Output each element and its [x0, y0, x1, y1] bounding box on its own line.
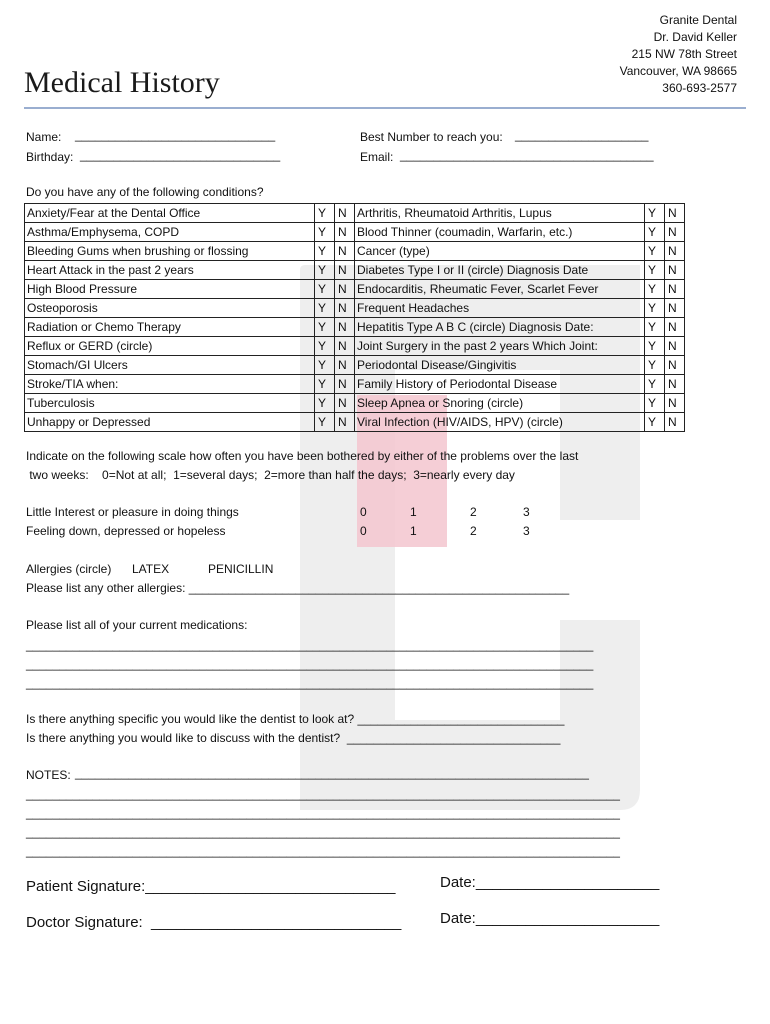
yes-option[interactable]: Y [645, 318, 665, 337]
name-label: Name: [26, 130, 62, 144]
condition-row [25, 337, 685, 356]
condition-row [25, 299, 685, 318]
yes-option[interactable]: Y [315, 413, 335, 432]
condition-left-label: Radiation or Chemo Therapy [25, 318, 315, 337]
condition-row [25, 223, 685, 242]
no-option[interactable]: N [665, 204, 685, 223]
scale-option[interactable]: 1 [410, 505, 417, 519]
no-option[interactable]: N [335, 280, 355, 299]
no-option[interactable]: N [335, 394, 355, 413]
medications-label: Please list all of your current medications: [26, 618, 248, 632]
condition-row [25, 280, 685, 299]
yes-option[interactable]: Y [315, 223, 335, 242]
email-field[interactable]: ______________________________________ [400, 148, 654, 162]
doctor-name: Dr. David Keller [653, 30, 737, 44]
yes-option[interactable]: Y [645, 356, 665, 375]
yes-option[interactable]: Y [315, 299, 335, 318]
notes-line[interactable]: _____________________________________________________________________________ [75, 766, 589, 780]
condition-row [25, 242, 685, 261]
yes-option[interactable]: Y [315, 394, 335, 413]
email-label: Email: [360, 150, 394, 164]
condition-right-label: Arthritis, Rheumatoid Arthritis, Lupus [355, 204, 645, 223]
practice-name: Granite Dental [659, 13, 737, 27]
scale-option[interactable]: 2 [470, 505, 477, 519]
condition-left-label: Unhappy or Depressed [25, 413, 315, 432]
no-option[interactable]: N [335, 337, 355, 356]
no-option[interactable]: N [335, 413, 355, 432]
condition-row [25, 375, 685, 394]
yes-option[interactable]: Y [315, 356, 335, 375]
yes-option[interactable]: Y [645, 223, 665, 242]
yes-option[interactable]: Y [645, 413, 665, 432]
yes-option[interactable]: Y [645, 280, 665, 299]
yes-option[interactable]: Y [315, 204, 335, 223]
yes-option[interactable]: Y [315, 337, 335, 356]
yes-option[interactable]: Y [315, 242, 335, 261]
title-divider [24, 107, 746, 109]
allergy-latex[interactable]: LATEX [132, 562, 170, 576]
condition-right-label: Viral Infection (HIV/AIDS, HPV) (circle) [355, 413, 645, 432]
practice-street: 215 NW 78th Street [631, 47, 737, 61]
yes-option[interactable]: Y [315, 261, 335, 280]
yes-option[interactable]: Y [645, 261, 665, 280]
scale-option[interactable]: 0 [360, 524, 367, 538]
yes-option[interactable]: Y [645, 299, 665, 318]
best-number-field[interactable]: ____________________ [515, 128, 649, 142]
scale-intro-line2: two weeks: 0=Not at all; 1=several days; 2=more than half the days; 3=nearly every day [26, 468, 515, 482]
condition-row [25, 394, 685, 413]
notes-line[interactable]: _________________________________________________________________________________________ [26, 825, 620, 839]
condition-left-label: Reflux or GERD (circle) [25, 337, 315, 356]
yes-option[interactable]: Y [315, 280, 335, 299]
yes-option[interactable]: Y [645, 242, 665, 261]
no-option[interactable]: N [665, 280, 685, 299]
no-option[interactable]: N [665, 242, 685, 261]
condition-left-label: Asthma/Emphysema, COPD [25, 223, 315, 242]
condition-right-label: Cancer (type) [355, 242, 645, 261]
patient-signature-field[interactable]: Patient Signature:______________________________ [26, 878, 396, 895]
no-option[interactable]: N [335, 299, 355, 318]
question-look-at[interactable]: Is there anything specific you would like the dentist to look at? _______________________________ [26, 712, 565, 726]
yes-option[interactable]: Y [315, 375, 335, 394]
yes-option[interactable]: Y [645, 337, 665, 356]
page-title: Medical History [24, 66, 220, 99]
scale-option[interactable]: 2 [470, 524, 477, 538]
scale-option[interactable]: 3 [523, 524, 530, 538]
condition-right-label: Blood Thinner (coumadin, Warfarin, etc.) [355, 223, 645, 242]
condition-right-label: Sleep Apnea or Snoring (circle) [355, 394, 645, 413]
condition-left-label: Stroke/TIA when: [25, 375, 315, 394]
other-allergies-field[interactable]: Please list any other allergies: _________________________________________________________ [26, 581, 570, 595]
condition-left-label: Anxiety/Fear at the Dental Office [25, 204, 315, 223]
no-option[interactable]: N [335, 375, 355, 394]
scale-item-label: Feeling down, depressed or hopeless [26, 524, 226, 538]
medications-line[interactable]: _____________________________________________________________________________________ [26, 638, 594, 652]
condition-right-label: Frequent Headaches [355, 299, 645, 318]
no-option[interactable]: N [665, 356, 685, 375]
scale-option[interactable]: 1 [410, 524, 417, 538]
notes-line[interactable]: _________________________________________________________________________________________ [26, 806, 620, 820]
no-option[interactable]: N [335, 356, 355, 375]
yes-option[interactable]: Y [645, 394, 665, 413]
practice-phone: 360-693-2577 [662, 81, 737, 95]
no-option[interactable]: N [665, 375, 685, 394]
yes-option[interactable]: Y [645, 375, 665, 394]
birthday-field[interactable]: ______________________________ [80, 148, 281, 162]
no-option[interactable]: N [335, 318, 355, 337]
medications-line[interactable]: _____________________________________________________________________________________ [26, 676, 594, 690]
conditions-question: Do you have any of the following conditions? [26, 185, 264, 199]
condition-left-label: Bleeding Gums when brushing or flossing [25, 242, 315, 261]
condition-right-label: Family History of Periodontal Disease [355, 375, 645, 394]
no-option[interactable]: N [665, 337, 685, 356]
no-option[interactable]: N [335, 242, 355, 261]
scale-intro-line1: Indicate on the following scale how often you have been bothered by either of the problems over the last [26, 449, 579, 463]
condition-left-label: Osteoporosis [25, 299, 315, 318]
patient-date-field[interactable]: Date:______________________ [440, 874, 660, 891]
allergies-label: Allergies (circle) [26, 562, 112, 576]
no-option[interactable]: N [335, 261, 355, 280]
best-number-label: Best Number to reach you: [360, 130, 503, 144]
conditions-table [24, 203, 685, 432]
scale-option[interactable]: 0 [360, 505, 367, 519]
no-option[interactable]: N [335, 223, 355, 242]
condition-right-label: Hepatitis Type A B C (circle) Diagnosis Date: [355, 318, 645, 337]
name-field[interactable]: ______________________________ [75, 128, 276, 142]
condition-left-label: Stomach/GI Ulcers [25, 356, 315, 375]
condition-row [25, 261, 685, 280]
condition-row [25, 318, 685, 337]
yes-option[interactable]: Y [315, 318, 335, 337]
no-option[interactable]: N [335, 204, 355, 223]
scale-item-label: Little Interest or pleasure in doing things [26, 505, 239, 519]
medications-line[interactable]: _____________________________________________________________________________________ [26, 657, 594, 671]
question-discuss[interactable]: Is there anything you would like to discuss with the dentist? ________________________________ [26, 731, 561, 745]
allergy-penicillin[interactable]: PENICILLIN [208, 562, 274, 576]
condition-left-label: High Blood Pressure [25, 280, 315, 299]
birthday-label: Birthday: [26, 150, 74, 164]
notes-label: NOTES: [26, 768, 75, 782]
condition-left-label: Heart Attack in the past 2 years [25, 261, 315, 280]
condition-right-label: Endocarditis, Rheumatic Fever, Scarlet Fever [355, 280, 645, 299]
no-option[interactable]: N [665, 223, 685, 242]
condition-right-label: Joint Surgery in the past 2 years Which Joint: [355, 337, 645, 356]
doctor-signature-field[interactable]: Doctor Signature: ______________________________ [26, 914, 402, 931]
condition-row [25, 413, 685, 432]
condition-row [25, 204, 685, 223]
no-option[interactable]: N [665, 394, 685, 413]
practice-city: Vancouver, WA 98665 [619, 64, 737, 78]
condition-right-label: Periodontal Disease/Gingivitis [355, 356, 645, 375]
scale-option[interactable]: 3 [523, 505, 530, 519]
yes-option[interactable]: Y [645, 204, 665, 223]
condition-right-label: Diabetes Type I or II (circle) Diagnosis Date [355, 261, 645, 280]
practice-info [620, 12, 737, 97]
doctor-date-field[interactable]: Date:______________________ [440, 910, 660, 927]
condition-row [25, 356, 685, 375]
no-option[interactable]: N [665, 261, 685, 280]
no-option[interactable]: N [665, 299, 685, 318]
notes-line[interactable]: _________________________________________________________________________________________ [26, 787, 620, 801]
condition-left-label: Tuberculosis [25, 394, 315, 413]
no-option[interactable]: N [665, 413, 685, 432]
no-option[interactable]: N [665, 318, 685, 337]
notes-line[interactable]: _________________________________________________________________________________________ [26, 844, 620, 858]
